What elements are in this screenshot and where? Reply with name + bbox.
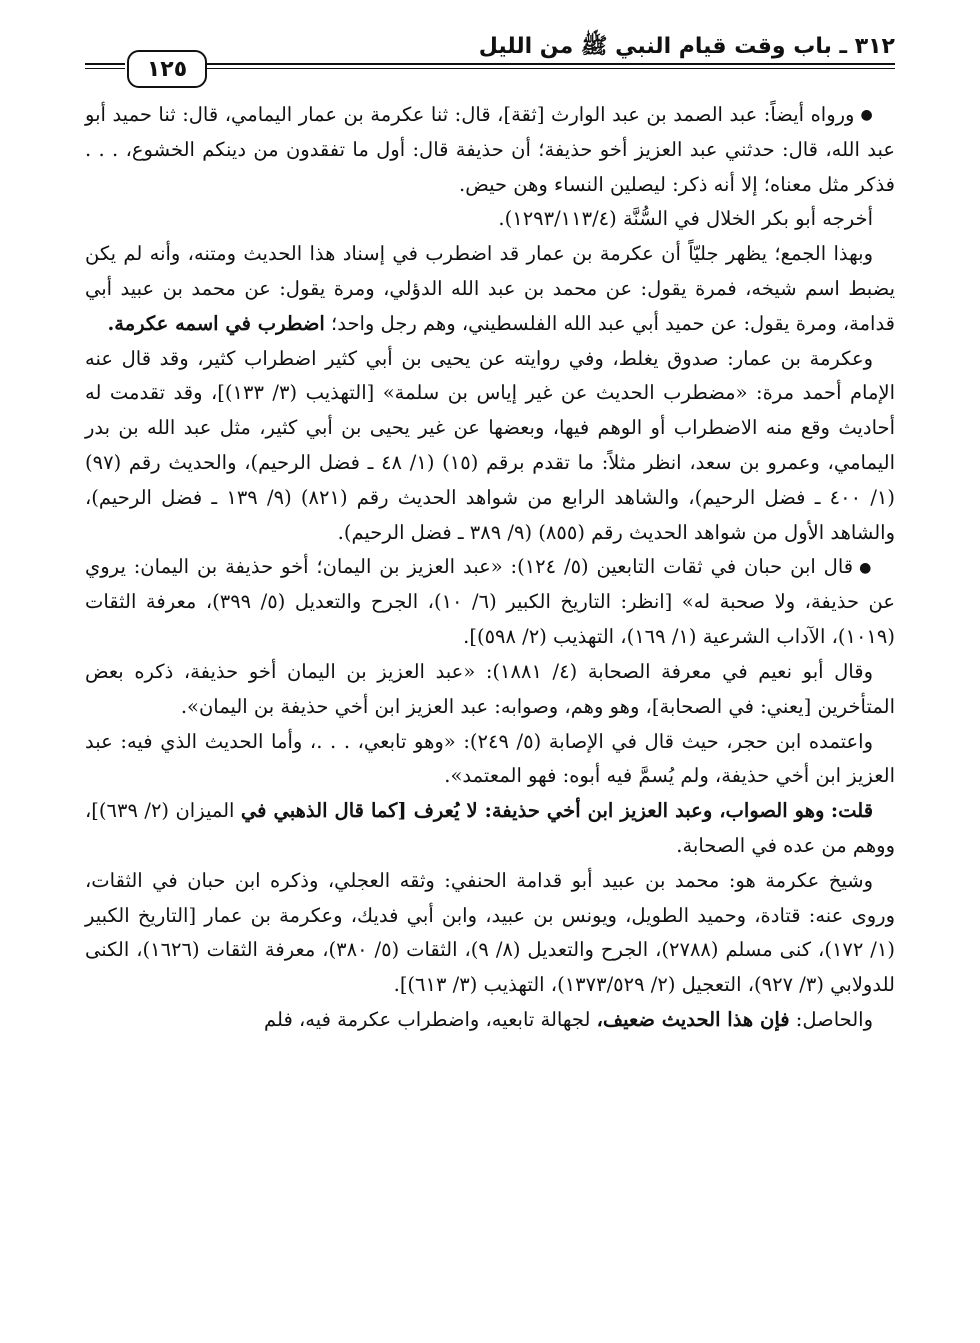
bullet-icon: ● (859, 559, 873, 576)
paragraph-text: قال ابن حبان في ثقات التابعين (٥/ ١٢٤): «عبد العزيز بن اليمان؛ أخو حذيفة بن اليمان: يروي عن حذيفة، ولا صحبة له» [انظر: التاريخ الكبير (٦/ ١٠)، الجرح والتعديل (٥/ ٣٩٩)، معرفة الثقات (١٠١٩)، الآداب الشرعية (١/ ١٦٩)، التهذيب (٢/ ٥٩٨)]. (85, 555, 895, 649)
paragraph-text: الميزان (٢/ ٦٣٩)]، ووهم من عده في الصحابة. (85, 799, 895, 857)
page-body (85, 98, 895, 1038)
header-rule-left-thin (85, 68, 125, 69)
header-rule-left (85, 63, 125, 65)
paragraph-text: وبهذا الجمع؛ يظهر جليّاً أن عكرمة بن عمار قد اضطرب في إسناد هذا الحديث ومتنه، وأنه لم يكن يضبط اسم شيخه، فمرة يقول: عن محمد بن عبد الله الدؤلي، ومرة يقول: عن محمد بن عبيد أبي قدامة، ومرة يقول: عن حميد أبي عبد الله الفلسطيني، وهم رجل واحد؛ (85, 242, 895, 335)
paragraph: واعتمده ابن حجر، حيث قال في الإصابة (٥/ ٢٤٩): «وهو تابعي، . . .، وأما الحديث الذي فيه: عبد العزيز ابن أخي حذيفة، ولم يُسمَّ فيه أبوه: فهو المعتمد». (85, 729, 895, 788)
paragraph (85, 794, 895, 864)
paragraph: أخرجه أبو بكر الخلال في السُّنَّة (١٢٩٣/١١٣/٤). (498, 207, 873, 231)
page-header (85, 28, 895, 80)
bold-conclusion: اضطرب في اسمه عكرمة. (107, 311, 325, 335)
header-rule (205, 63, 895, 65)
paragraph (85, 1003, 895, 1038)
paragraph-text: لجهالة تابعيه، واضطراب عكرمة فيه، فلم (264, 1007, 591, 1031)
bullet-icon: ● (860, 107, 873, 124)
page-number: ١٢٥ (146, 56, 188, 82)
header-rule-thin (205, 68, 895, 69)
page-number-badge (127, 50, 207, 88)
bold-statement: وهو الصواب، وعبد العزيز ابن أخي حذيفة: لا يُعرف [كما قال الذهبي في (240, 799, 825, 823)
paragraph: وشيخ عكرمة هو: محمد بن عبيد أبو قدامة الحنفي: وثقه العجلي، وذكره ابن حبان في الثقات، وروى عنه: قتادة، وحميد الطويل، ويونس بن عبيد، وابن أبي فديك، وعكرمة بن عمار [التاريخ الكبير (١/ ١٧٢)، كنى مسلم (٢٧٨٨)، الجرح والتعديل (٨/ ٩)، الثقات (٥/ ٣٨٠)، معرفة الثقات (١٦٢٦)، الكنى للدولابي (٣/ ٩٢٧)، التعجيل (٢/ ١٣٧٣/٥٢٩)، التهذيب (٣/ ٦١٣)]. (85, 868, 895, 997)
paragraph-lead: قلت: (830, 799, 874, 823)
paragraph: وعكرمة بن عمار: صدوق يغلط، وفي روايته عن يحيى بن أبي كثير اضطراب كثير، وقد قال عنه الإمام أحمد مرة: «مضطرب الحديث عن غير إياس بن سلمة» [التهذيب (٣/ ١٣٣)]، وقد تقدمت له أحاديث وقع منه الاضطراب أو الوهم فيها، وبعضها عن غير يحيى بن أبي كثير، مثل عبد الله بن بدر اليمامي، وعمرو بن سعد، انظر مثلاً: ما تقدم برقم (١٥) (١/ ٤٨ ـ فضل الرحيم)، والحديث رقم (٩٧) (١/ ٤٠٠ ـ فضل الرحيم)، والشاهد الرابع من شواهد الحديث رقم (٨٢١) (٩/ ١٣٩ ـ فضل الرحيم)، والشاهد الأول من شواهد الحديث رقم (٨٥٥) (٩/ ٣٨٩ ـ فضل الرحيم). (85, 346, 895, 544)
bold-verdict: فإن هذا الحديث ضعيف، (596, 1007, 790, 1031)
paragraph-lead: والحاصل: (795, 1007, 873, 1031)
paragraph (85, 237, 895, 341)
running-title: ٣١٢ ـ باب وقت قيام النبي ﷺ من الليل (478, 34, 895, 59)
paragraph-text: ورواه أيضاً: عبد الصمد بن عبد الوارث [ثقة]، قال: ثنا عكرمة بن عمار اليمامي، قال: ثنا حميد أبو عبد الله، قال: حدثني عبد العزيز أخو حذيفة؛ أن حذيفة قال: أول ما تفقدون من دينكم الخشوع، . . . فذكر مثل معناه؛ إلا أنه ذكر: ليصلين النساء وهن حيض. (85, 103, 895, 196)
paragraph: وقال أبو نعيم في معرفة الصحابة (٤/ ١٨٨١): «عبد العزيز بن اليمان أخو حذيفة، ذكره بعض المتأخرين [يعني: في الصحابة]، وهو وهم، وصوابه: عبد العزيز ابن أخي حذيفة بن اليمان». (85, 659, 895, 718)
paragraph (85, 98, 895, 202)
paragraph (85, 550, 895, 654)
